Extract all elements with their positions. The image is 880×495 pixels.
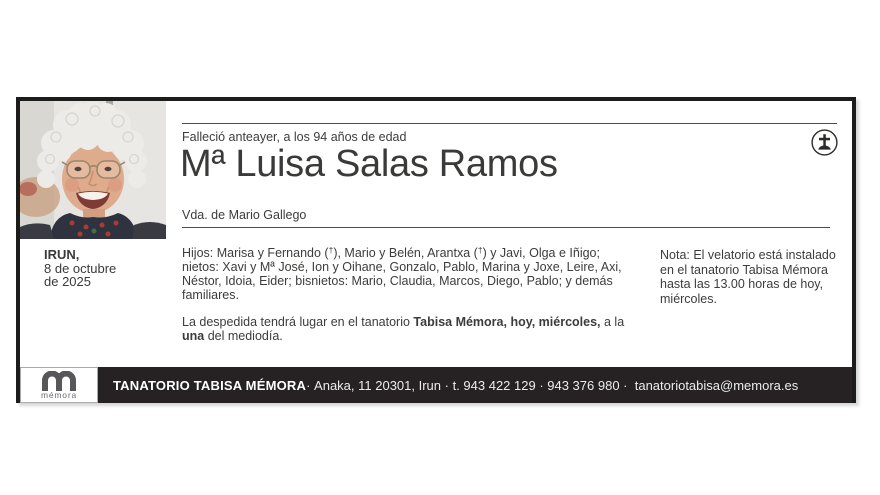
deceased-name: Mª Luisa Salas Ramos xyxy=(180,143,558,185)
separator: · xyxy=(619,377,635,393)
family-text: Hijos: Marisa y Fernando ( xyxy=(182,246,329,260)
tanatorio-info-bar xyxy=(98,367,852,403)
death-announcement: Falleció anteayer, a los 94 años de edad xyxy=(182,130,407,144)
farewell-bold-time: una xyxy=(182,329,205,343)
footer xyxy=(20,367,852,403)
deceased-photo xyxy=(20,101,166,239)
farewell-text: a la xyxy=(600,315,625,329)
memora-m-icon xyxy=(42,371,76,391)
separator: · xyxy=(441,377,453,393)
note-block: Nota: El velatorio está instalado en el tanatorio Tabisa Mémora hasta las 13.00 horas de hoy, miércoles. xyxy=(660,248,836,306)
family-text: ) y Javi, Olga e Iñigo; nietos: Xavi y Mª José, Ion y Oihane, Gonzalo, Pablo, Marina y Joxe, Leire, Axi, Néstor, Idoia, Eider; bisnietos: Mario, Claudia, Marcos, Diego, Pablo; y demás familiares. xyxy=(182,246,622,302)
family-paragraph xyxy=(182,246,637,302)
dagger-symbol: † xyxy=(328,245,334,255)
separator: · xyxy=(306,377,315,393)
tanatorio-address: Anaka, 11 20301, Irun xyxy=(314,377,442,393)
relation-line: Vda. de Mario Gallego xyxy=(182,208,307,222)
cross-icon xyxy=(811,129,838,156)
memora-logo xyxy=(20,367,98,403)
tanatorio-email: tanatoriotabisa@memora.es xyxy=(634,377,799,393)
header-divider xyxy=(182,227,830,228)
family-text: ), Mario y Belén, Arantxa ( xyxy=(333,246,478,260)
farewell-paragraph xyxy=(182,315,637,343)
date-line-2: de 2025 xyxy=(44,274,91,289)
farewell-text: del mediodía. xyxy=(204,329,283,343)
top-divider xyxy=(182,123,837,124)
tanatorio-phones: t. 943 422 129 · 943 376 980 xyxy=(452,377,620,393)
farewell-bold-venue: Tabisa Mémora, hoy, miércoles, xyxy=(413,315,601,329)
dagger-symbol: † xyxy=(477,245,483,255)
portrait-illustration xyxy=(20,101,166,239)
memora-logo-text: mémora xyxy=(41,390,77,400)
place: IRUN, xyxy=(44,247,80,262)
tanatorio-name: TANATORIO TABISA MÉMORA xyxy=(113,377,307,393)
obituary-card xyxy=(16,97,856,403)
farewell-text: La despedida tendrá lugar en el tanatorio xyxy=(182,315,414,329)
family-text-block xyxy=(182,246,637,343)
place-date-block xyxy=(44,248,176,289)
date-line-1: 8 de octubre xyxy=(44,260,117,276)
